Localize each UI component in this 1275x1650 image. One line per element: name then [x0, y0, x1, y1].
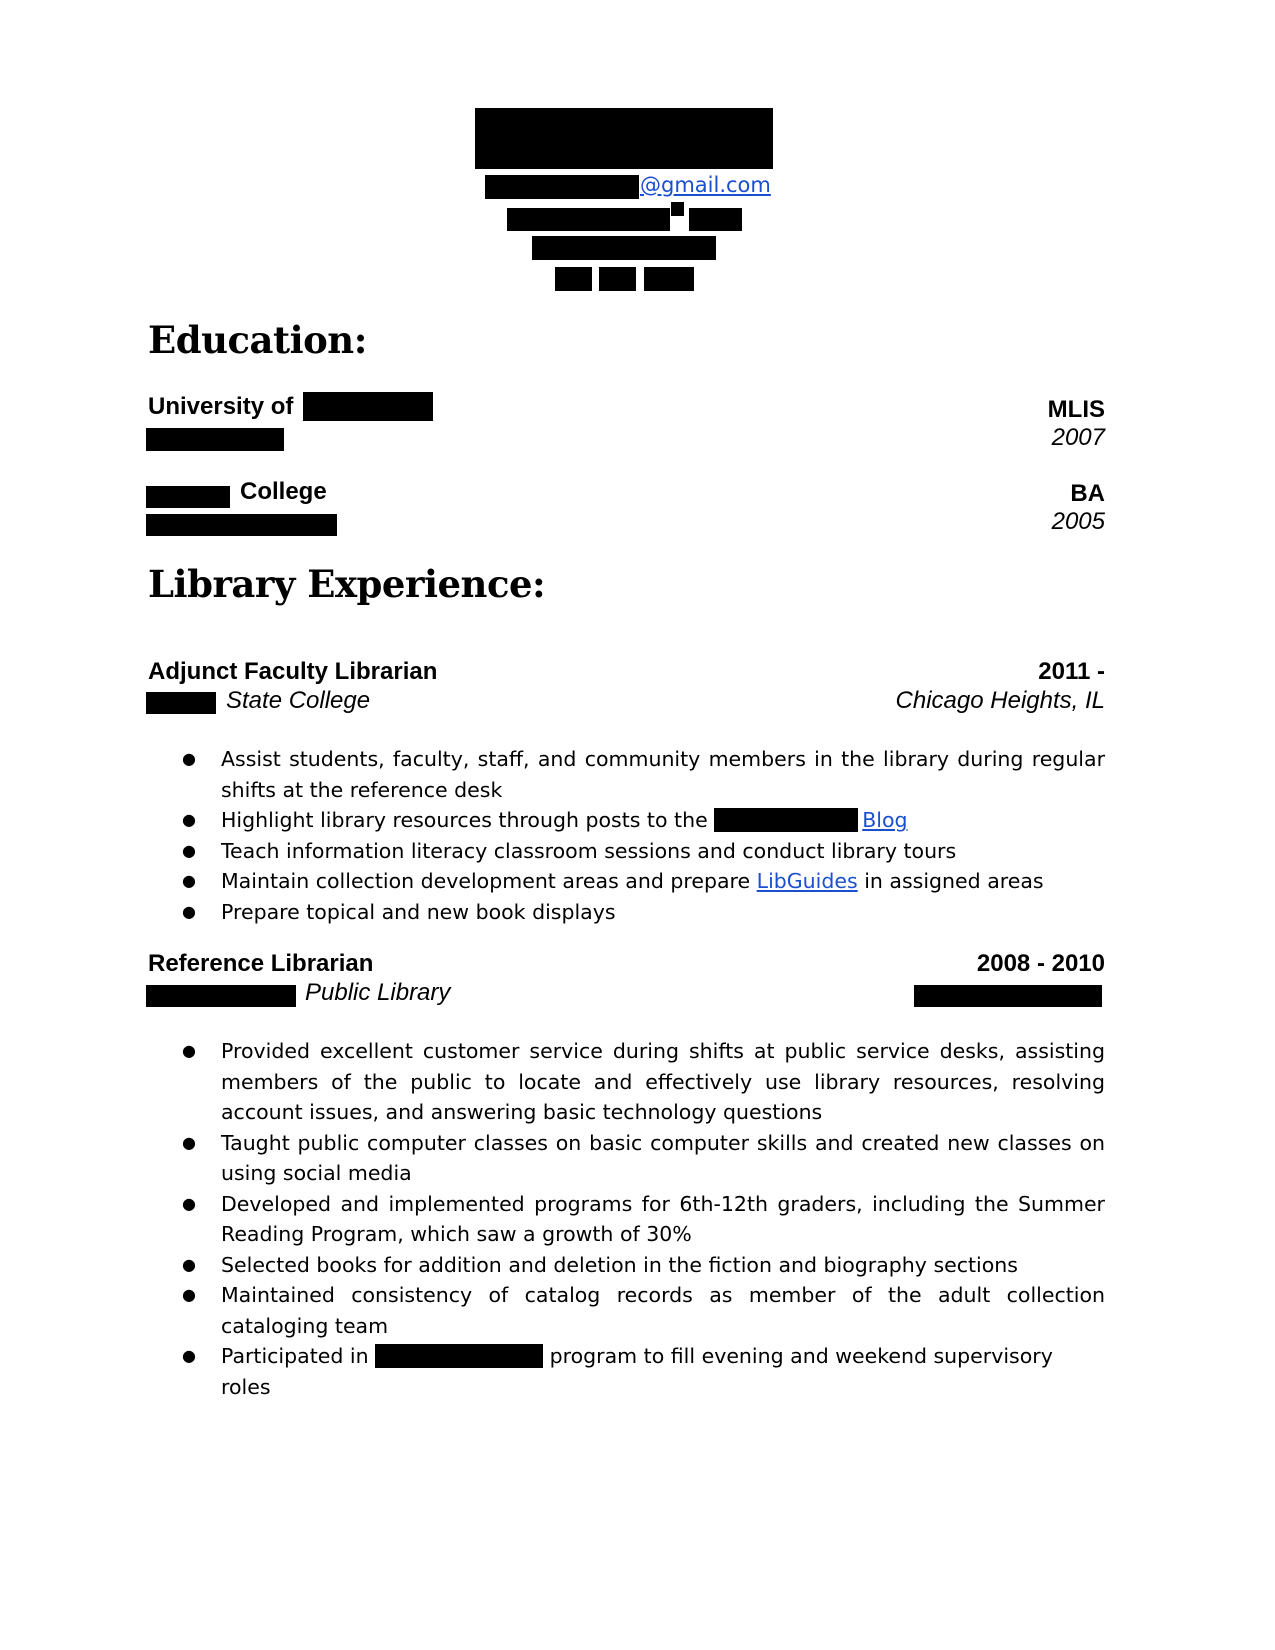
redacted-employer [146, 692, 216, 714]
email-link[interactable]: @gmail.com [640, 173, 771, 197]
list-item [146, 744, 1105, 805]
job-duties-list [146, 1036, 1105, 1402]
list-item [146, 805, 1105, 836]
job-location: Chicago Heights, IL [895, 687, 1105, 714]
list-item [146, 866, 1105, 897]
redacted-blog-name [714, 808, 858, 832]
list-item-text: Highlight library resources through posts to the [221, 808, 708, 832]
redacted-school-location [146, 428, 284, 451]
job-dates: 2011 - [1038, 658, 1105, 685]
list-item-text: Selected books for addition and deletion in the fiction and biography sections [221, 1252, 1018, 1277]
redacted-employer [146, 985, 296, 1007]
redacted-college [146, 486, 230, 508]
job-title: Adjunct Faculty Librarian [148, 658, 438, 685]
school-name: College [240, 478, 327, 505]
redacted-school [303, 392, 433, 421]
degree-year: 2005 [1051, 508, 1105, 535]
redacted-address-1a [507, 208, 670, 231]
redacted-program-name [375, 1344, 543, 1368]
experience-heading: Library Experience: [148, 562, 546, 606]
education-heading: Education: [148, 318, 367, 362]
list-item-text: Assist students, faculty, staff, and community members in the library during regular shifts at the reference desk [221, 747, 1105, 802]
list-item-text: Developed and implemented programs for 6th-12th graders, including the Summer Reading Program, which saw a growth of 30% [221, 1191, 1105, 1246]
list-item [146, 1036, 1105, 1128]
job-title: Reference Librarian [148, 950, 374, 977]
list-item-text: Prepare topical and new book displays [221, 899, 616, 924]
employer-name: Public Library [305, 979, 451, 1006]
list-item [146, 1250, 1105, 1281]
blog-link[interactable]: Blog [862, 808, 908, 832]
list-item-text: Teach information literacy classroom sessions and conduct library tours [221, 838, 957, 863]
list-item-text: Maintain collection development areas and prepare [221, 869, 751, 893]
libguides-link[interactable]: LibGuides [756, 869, 858, 893]
redacted-phone-1 [555, 267, 592, 291]
job-duties-list [146, 744, 1105, 927]
degree: BA [1070, 480, 1105, 507]
degree-year: 2007 [1051, 424, 1105, 451]
list-item-text: Participated in [221, 1344, 369, 1368]
list-item-text: Provided excellent customer service during shifts at public service desks, assisting members of the public to locate and effectively use library resources, resolving account issues, and answering basic technology questions [221, 1039, 1105, 1124]
list-item-text: in assigned areas [864, 869, 1044, 893]
list-item [146, 1189, 1105, 1250]
redacted-email-user [485, 175, 639, 199]
redacted-address-2 [532, 236, 716, 260]
list-item [146, 897, 1105, 928]
redacted-address-1b [689, 208, 742, 231]
employer-name: State College [226, 687, 371, 714]
redacted-phone-2 [599, 267, 636, 291]
list-item-text: program to fill evening and weekend supervisory roles [221, 1344, 1053, 1399]
list-item-text: Maintained consistency of catalog records as member of the adult collection cataloging team [221, 1283, 1105, 1338]
list-item [146, 1280, 1105, 1341]
redacted-job-location [914, 985, 1102, 1007]
redacted-name [475, 108, 773, 169]
redacted-phone-3 [644, 267, 694, 291]
job-dates: 2008 - 2010 [976, 950, 1105, 977]
school-name: University of [148, 393, 294, 420]
list-item [146, 1341, 1105, 1402]
redacted-college-location [146, 514, 337, 536]
list-item [146, 1128, 1105, 1189]
degree: MLIS [1047, 396, 1105, 423]
list-item-text: Taught public computer classes on basic computer skills and created new classes on using social media [221, 1130, 1105, 1185]
redacted-address-mark [671, 202, 684, 216]
list-item [146, 836, 1105, 867]
